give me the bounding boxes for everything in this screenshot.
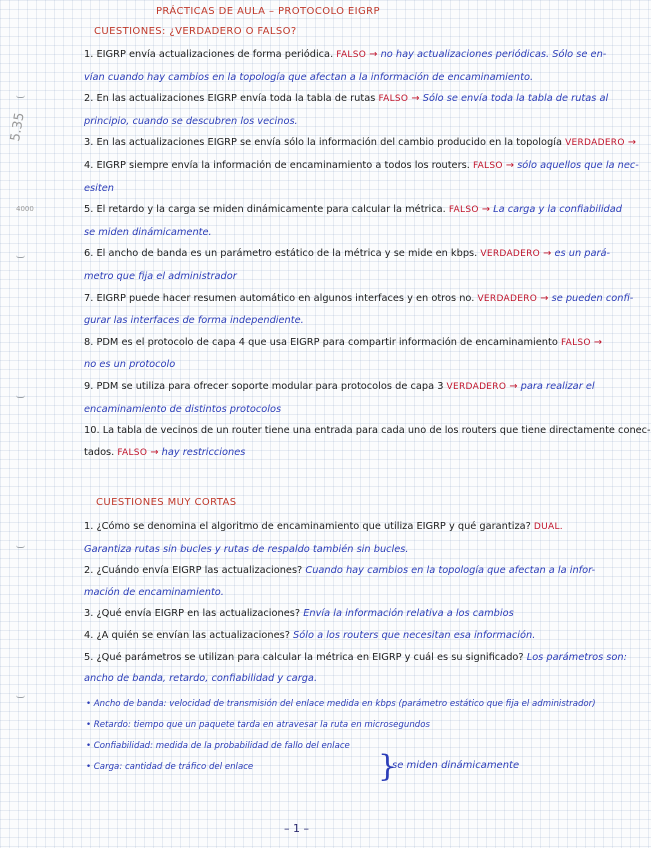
arrow-icon: → bbox=[506, 380, 521, 392]
bullet-item: • Confiabilidad: medida de la probabilidad de fallo del enlace bbox=[86, 741, 350, 751]
text-line bbox=[84, 88, 609, 111]
text-line bbox=[84, 625, 596, 647]
arrow-icon: → bbox=[502, 159, 518, 171]
question-text: 2. En las actualizaciones EIGRP envía toda la tabla de rutas bbox=[84, 93, 379, 105]
answer-explanation: esiten bbox=[84, 182, 114, 194]
answer-explanation: ancho de banda, retardo, confiabilidad y carga. bbox=[84, 673, 318, 685]
answer-explanation: no es un protocolo bbox=[84, 359, 176, 371]
answer-label: VERDADERO bbox=[477, 293, 538, 304]
answer-label: FALSO bbox=[378, 94, 409, 105]
section-heading-short: CUESTIONES MUY CORTAS bbox=[96, 497, 237, 508]
margin-annotation: 5.35 bbox=[8, 111, 28, 143]
arrow-icon: → bbox=[366, 49, 381, 60]
answer-explanation: La carga y la confiabilidad bbox=[493, 204, 622, 216]
question-text: 2. ¿Cuándo envía EIGRP las actualizaciones? bbox=[84, 565, 306, 577]
text-line bbox=[84, 603, 596, 625]
answer-explanation: es un pará- bbox=[554, 248, 611, 260]
answer-explanation: Envía la información relativa a los cambios bbox=[303, 608, 514, 620]
text-line bbox=[84, 243, 611, 266]
text-line bbox=[84, 111, 596, 133]
arrow-icon: → bbox=[540, 248, 555, 260]
arrow-icon: → bbox=[590, 336, 603, 348]
answer-label: FALSO bbox=[117, 447, 148, 458]
bullet-item: • Retardo: tiempo que un paquete tarda en atravesar la ruta en microsegundos bbox=[86, 720, 430, 730]
binder-hole bbox=[16, 95, 25, 98]
arrow-icon: → bbox=[408, 93, 423, 105]
text-line bbox=[84, 44, 607, 67]
arrow-icon: → bbox=[624, 137, 637, 149]
answer-explanation: Sólo a los routers que necesitan esa información. bbox=[293, 629, 536, 641]
text-line bbox=[84, 67, 596, 89]
text-line bbox=[84, 582, 596, 604]
answer-explanation: se pueden confi- bbox=[551, 292, 634, 304]
text-line bbox=[84, 560, 596, 582]
answer-explanation: sólo aquellos que la nec- bbox=[517, 159, 639, 171]
answer-explanation: vían cuando hay cambios en la topología que afectan a la información de encaminamiento. bbox=[84, 71, 534, 83]
text-line bbox=[84, 354, 596, 376]
answer-label: FALSO bbox=[448, 205, 479, 216]
text-line bbox=[84, 399, 596, 421]
text-line bbox=[84, 668, 596, 690]
binder-hole bbox=[16, 695, 25, 698]
text-line bbox=[84, 420, 651, 442]
answer-explanation: encaminamiento de distintos protocolos bbox=[84, 403, 282, 415]
answer-explanation: hay restricciones bbox=[161, 446, 246, 458]
question-text: tados. bbox=[84, 446, 118, 458]
text-line bbox=[84, 288, 634, 311]
question-text: 4. ¿A quién se envían las actualizaciones? bbox=[84, 629, 294, 641]
answer-explanation: gurar las interfaces de forma independiente. bbox=[84, 315, 304, 327]
margin-annotation-small: 4000 bbox=[16, 205, 34, 213]
metric-parameters-list bbox=[86, 694, 606, 778]
answer-explanation: se miden dinámicamente. bbox=[84, 226, 212, 238]
answer-label: VERDADERO bbox=[446, 381, 507, 392]
text-line bbox=[84, 376, 596, 399]
arrow-icon: → bbox=[537, 292, 552, 304]
text-line bbox=[84, 155, 639, 178]
binder-hole bbox=[16, 395, 25, 398]
answer-explanation: Los parámetros son: bbox=[526, 651, 627, 663]
answer-explanation: Sólo se envía toda la tabla de rutas al bbox=[422, 93, 609, 105]
text-line bbox=[84, 199, 622, 222]
answer-label: VERDADERO bbox=[480, 249, 541, 260]
curly-brace-icon: } bbox=[378, 749, 398, 784]
answer-explanation: metro que fija el administrador bbox=[84, 270, 237, 282]
text-line bbox=[84, 178, 596, 200]
question-text: 5. El retardo y la carga se miden dinámicamente para calcular la métrica. bbox=[84, 204, 449, 216]
question-text: 5. ¿Qué parámetros se utilizan para calcular la métrica en EIGRP y cuál es su significado? bbox=[84, 651, 527, 663]
question-text: 4. EIGRP siempre envía la información de encaminamiento a todos los routers. bbox=[84, 159, 473, 171]
answer-label: FALSO bbox=[560, 337, 591, 348]
text-line bbox=[84, 310, 596, 332]
short-questions bbox=[84, 516, 627, 690]
question-text: 3. ¿Qué envía EIGRP en las actualizaciones? bbox=[84, 608, 304, 620]
answer-explanation: para realizar el bbox=[520, 380, 595, 392]
page-number: – 1 – bbox=[284, 822, 309, 835]
question-text: 1. ¿Cómo se denomina el algoritmo de encaminamiento que utiliza EIGRP y qué garantiza? bbox=[84, 521, 534, 532]
true-false-questions bbox=[84, 44, 651, 464]
binder-hole bbox=[16, 545, 25, 548]
answer-label: FALSO bbox=[336, 50, 367, 60]
answer-explanation: mación de encaminamiento. bbox=[84, 586, 224, 598]
answer-label: VERDADERO bbox=[565, 138, 625, 149]
text-line bbox=[84, 647, 627, 669]
bullet-item: • Ancho de banda: velocidad de transmisión del enlace medida en kbps (parámetro estático que fija el administrador) bbox=[86, 699, 596, 709]
answer-explanation: no hay actualizaciones periódicas. Sólo se en- bbox=[380, 49, 607, 60]
text-line bbox=[84, 332, 603, 355]
answer-label: FALSO bbox=[472, 160, 503, 171]
question-text: 3. En las actualizaciones EIGRP se envía sólo la información del cambio producido en la topología bbox=[84, 137, 566, 149]
bullet-item: • Carga: cantidad de tráfico del enlace bbox=[86, 762, 254, 772]
question-text: 9. PDM se utiliza para ofrecer soporte modular para protocolos de capa 3 bbox=[84, 380, 447, 392]
text-line bbox=[84, 266, 596, 288]
question-text: 8. PDM es el protocolo de capa 4 que usa EIGRP para compartir información de encaminamiento bbox=[84, 336, 561, 348]
arrow-icon: → bbox=[147, 446, 162, 458]
question-text: 10. La tabla de vecinos de un router tiene una entrada para cada uno de los routers que tiene directamente conec- bbox=[84, 425, 651, 437]
text-line bbox=[84, 132, 637, 155]
text-line bbox=[84, 222, 596, 244]
text-line bbox=[84, 442, 596, 465]
text-line bbox=[84, 516, 596, 539]
question-text: 7. EIGRP puede hacer resumen automático en algunos interfaces y en otros no. bbox=[84, 292, 478, 304]
binder-hole bbox=[16, 255, 25, 258]
text-line bbox=[84, 539, 596, 561]
brace-note: se miden dinámicamente bbox=[392, 760, 520, 771]
answer-explanation: Cuando hay cambios en la topología que afectan a la infor- bbox=[305, 565, 596, 577]
page-title: PRÁCTICAS DE AULA – PROTOCOLO EIGRP bbox=[156, 6, 380, 17]
answer-explanation: principio, cuando se descubren los vecinos. bbox=[84, 115, 298, 127]
arrow-icon: → bbox=[478, 204, 494, 216]
question-text: 6. El ancho de banda es un parámetro estático de la métrica y se mide en kbps. bbox=[84, 248, 481, 260]
section-heading-true-false: CUESTIONES: ¿VERDADERO O FALSO? bbox=[94, 26, 297, 37]
answer-label: DUAL. bbox=[533, 522, 563, 532]
question-text: 1. EIGRP envía actualizaciones de forma periódica. bbox=[84, 49, 337, 60]
answer-explanation: Garantiza rutas sin bucles y rutas de respaldo también sin bucles. bbox=[84, 543, 409, 555]
